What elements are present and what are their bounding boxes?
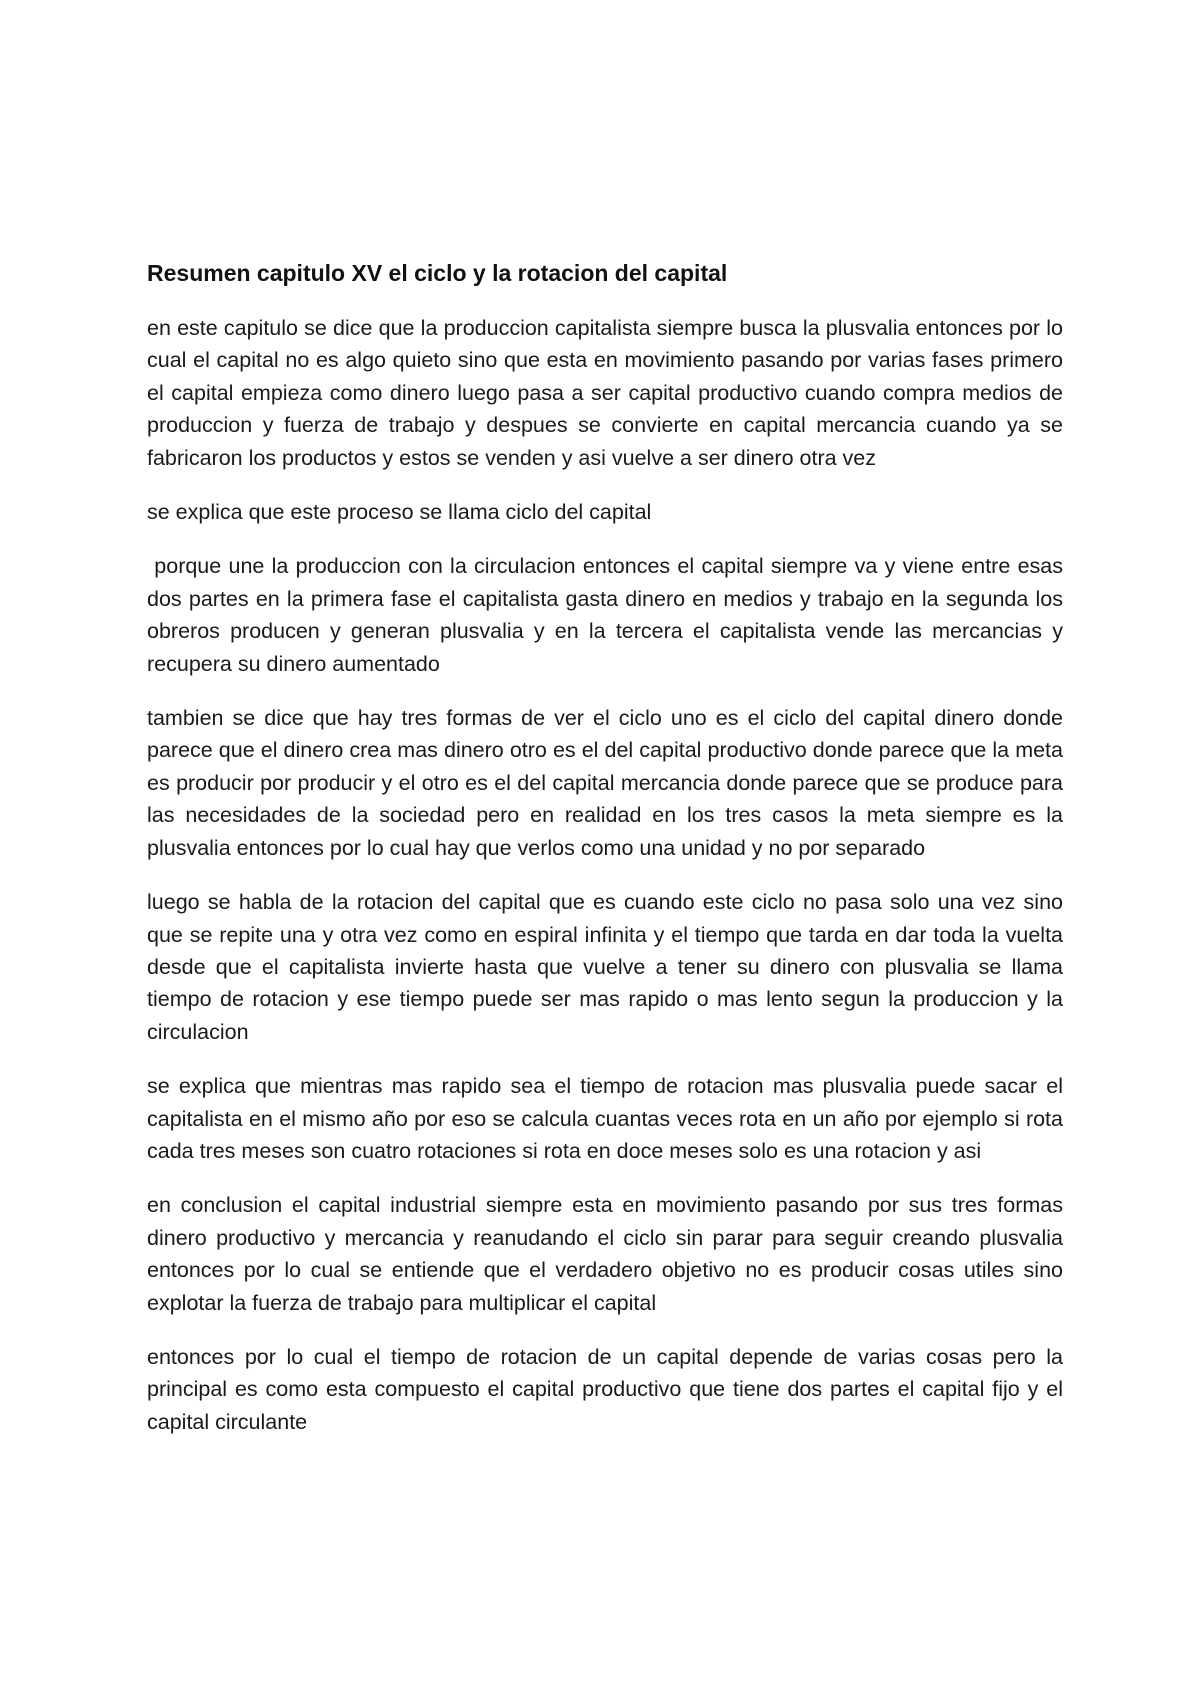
paragraph-1: en este capitulo se dice que la produccion capitalista siempre busca la plusvalia entonces por lo cual el capital no es algo quieto sino que esta en movimiento pasando por varias fases primero el capital empieza como dinero luego pasa a ser capital productivo cuando compra medios de produccion y fuerza de trabajo y despues se convierte en capital mercancia cuando ya se fabricaron los productos y estos se venden y asi vuelve a ser dinero otra vez (147, 316, 1063, 470)
paragraph-2: se explica que este proceso se llama ciclo del capital (147, 500, 652, 525)
paragraph-7: en conclusion el capital industrial siempre esta en movimiento pasando por sus tres formas dinero productivo y mercancia y reanudando el ciclo sin parar para seguir creando plusvalia entonces por lo cual se entiende que el verdadero objetivo no es producir cosas utiles sino explotar la fuerza de trabajo para multiplicar el capital (147, 1193, 1063, 1315)
paragraph-4: tambien se dice que hay tres formas de ver el ciclo uno es el ciclo del capital dinero donde parece que el dinero crea mas dinero otro es el del capital productivo donde parece que la meta es producir por producir y el otro es el del capital mercancia donde parece que se produce para las necesidades de la sociedad pero en realidad en los tres casos la meta siempre es la plusvalia entonces por lo cual hay que verlos como una unidad y no por separado (147, 706, 1063, 860)
paragraph-3: porque une la produccion con la circulacion entonces el capital siempre va y viene entre esas dos partes en la primera fase el capitalista gasta dinero en medios y trabajo en la segunda los obreros producen y generan plusvalia y en la tercera el capitalista vende las mercancias y recupera su dinero aumentado (147, 554, 1063, 676)
paragraph-6: se explica que mientras mas rapido sea el tiempo de rotacion mas plusvalia puede sacar el capitalista en el mismo año por eso se calcula cuantas veces rota en un año por ejemplo si rota cada tres meses son cuatro rotaciones si rota en doce meses solo es una rotacion y asi (147, 1074, 1063, 1163)
paragraph-8: entonces por lo cual el tiempo de rotacion de un capital depende de varias cosas pero la principal es como esta compuesto el capital productivo que tiene dos partes el capital fijo y el capital circulante (147, 1344, 1063, 1434)
paragraph-5: luego se habla de la rotacion del capital que es cuando este ciclo no pasa solo una vez sino que se repite una y otra vez como en espiral infinita y el tiempo que tarda en dar toda la vuelta desde que el capitalista invierte hasta que vuelve a tener su dinero con plusvalia se llama tiempo de rotacion y ese tiempo puede ser mas rapido o mas lento segun la produccion y la circulacion (147, 890, 1063, 1044)
document-title: Resumen capitulo XV el ciclo y la rotacion del capital (147, 260, 728, 286)
document-body (147, 258, 1063, 1460)
